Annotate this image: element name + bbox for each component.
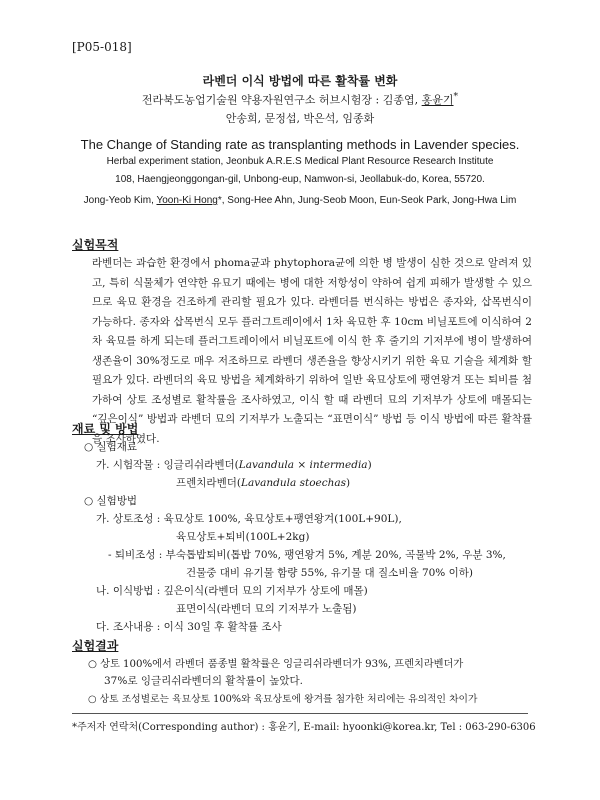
section-heading-materials-methods: 재료 및 방법: [72, 422, 139, 436]
coauthors-korean: 안송희, 문정섭, 박은석, 임종화: [225, 112, 375, 125]
survey-line: 다. 조사내용 : 이식 30일 후 활착률 조사: [96, 621, 282, 633]
corresponding-mark: *: [453, 91, 459, 102]
section-heading-objective: 실험목적: [72, 238, 119, 252]
footnote: *주저자 연락처(Corresponding author) : 홍윤기, E-mail: hyoonki@korea.kr, Tel : 063-290-6306: [72, 722, 536, 733]
affiliation-korean-text: 전라북도농업기술원 약용자원연구소 허브시험장 : 김종엽,: [141, 93, 422, 107]
compost-line-1: - 퇴비조성 : 부숙톱밥퇴비(톱밥 70%, 팽연왕겨 5%, 계분 20%, 곡물박 2%, 우분 3%,: [108, 549, 506, 561]
result1-line-1: ○ 상토 100%에서 라벤더 품종별 활착률은 잉글리쉬라벤더가 93%, 프렌치라벤더가: [88, 659, 464, 670]
transplant-line-1: 나. 이식방법 : 깊은이식(라벤더 묘의 기저부가 상토에 매몰): [96, 585, 368, 597]
compost-line-2: 건물중 대비 유기물 함량 55%, 유기물 대 질소비율 70% 이하): [186, 567, 474, 579]
methods-label: ○ 실험방법: [84, 495, 138, 507]
crop-line-2: [176, 475, 350, 490]
affiliation-english: Herbal experiment station, Jeonbuk A.R.E.S Medical Plant Resource Research Institute: [106, 156, 494, 167]
result2-text: ○ 상토 조성별로는 육묘상토 100%와 육묘상토에 왕겨를 첨가한 처리에는 유의적인 차이가: [88, 694, 478, 705]
address-english: 108, Haengjeonggongan-gil, Unbong-eup, Namwon-si, Jeollabuk-do, Korea, 55720.: [115, 174, 485, 185]
crop2-close: ): [346, 477, 351, 489]
crop1-close: ): [367, 459, 372, 471]
result2-line-1: [88, 691, 477, 705]
corresponding-author-korean: 홍윤기: [421, 93, 454, 107]
crop2-korean: 프렌치라벤더(: [176, 477, 241, 489]
crop1-scientific: Lavandula × intermedia: [238, 459, 368, 471]
objective-paragraph: [92, 254, 532, 449]
footnote-rule: [72, 713, 528, 714]
materials-label: ○ 실험재료: [84, 441, 138, 453]
authors-english-rest: *, Song-Hee Ahn, Jung-Seob Moon, Eun-Seok Park, Jong-Hwa Lim: [217, 195, 517, 206]
authors-english: [60, 192, 540, 209]
result1-line-2: 37%로 잉글리쉬라벤더의 활착률이 높았다.: [104, 675, 303, 687]
soil-line-2: 육묘상토+퇴비(100L+2kg): [176, 531, 310, 543]
crop1-korean: 잉글리쉬라벤더(: [163, 459, 239, 471]
title-korean: 라벤더 이식 방법에 따른 활착률 변화: [202, 74, 398, 88]
authors-english-first: Jong-Yeob Kim,: [83, 195, 157, 206]
objective-text: 라벤더는 과습한 환경에서 phoma균과 phytophora균에 의한 병 발생이 심한 것으로 알려져 있고, 특히 식물체가 연약한 유묘기 때에는 병에 대한 저항성이 약하여 쉽게 피해가 발생할 수 있으므로 육묘 환경을 건조하게 관리할 필요가 있다. 라벤더를 번식하는 방법은 종자와, 삽목번식이 가능하다. 종자와 삽목번식 모두 플러그트레이에서 1차 육묘한 후 10cm 비닐포트에 이식하여 2차 육묘를 하게 되는데 플러그트레이에서 비닐포트에 이식 한 후 줄기의 기저부에 병이 발생하여 생존율이 30%정도로 매우 저조하므로 라벤더 생존율을 향상시키기 위한 육묘 기술을 체계화 할 필요가 있다. 라벤더의 육묘 방법을 체계화하기 위하여 일반 육묘상토에 팽연왕겨 또는 퇴비를 첨가하여 상토 조성별로 활착률을 조사하였고, 이식 할 때 라벤더 묘의 기저부가 상토에 매몰되는 “깊은이식” 방법과 라벤더 묘의 기저부가 노출되는 “표면이식” 방법 등 이식 방법에 따른 활착률을 조사하였다.: [92, 257, 532, 445]
corresponding-author-english: Yoon-Ki Hong: [156, 195, 218, 206]
crop-line-1: [96, 457, 372, 472]
transplant-line-2: 표면이식(라벤더 묘의 기저부가 노출됨): [176, 603, 357, 615]
abstract-code: [P05-018]: [72, 40, 132, 54]
crops-label: 가. 시험작물 :: [96, 459, 164, 471]
title-english: The Change of Standing rate as transplanting methods in Lavender species.: [80, 137, 520, 152]
section-heading-results: 실험결과: [72, 639, 119, 653]
affiliation-korean: [60, 91, 540, 108]
soil-line-1: 가. 상토조성 : 육묘상토 100%, 육묘상토+팽연왕겨(100L+90L),: [96, 513, 402, 525]
crop2-scientific: Lavandula stoechas: [240, 477, 347, 489]
